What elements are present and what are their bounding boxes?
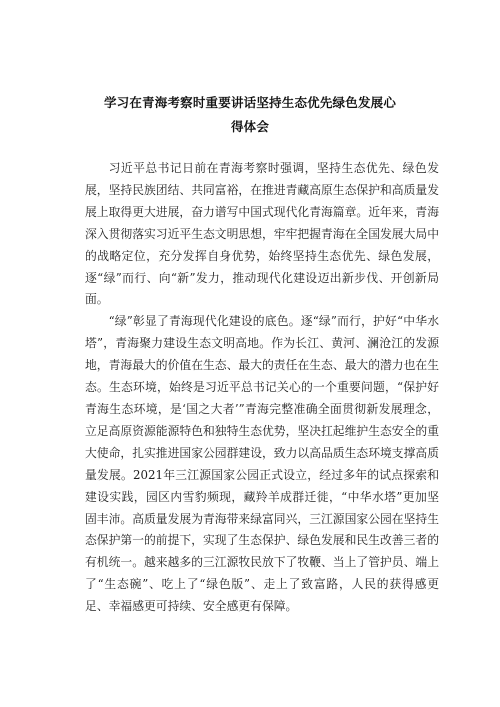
- document-title-line-1: 学习在青海考察时重要讲话坚持生态优先绿色发展心: [103, 95, 397, 110]
- paragraph-1: 习近平总书记日前在青海考察时强调，坚持生态优先、绿色发展，坚持民族团结、共同富裕，在推进青藏高原生态保护和高质量发展上取得更大进展，奋力谱写中国式现代化青海篇章。近年来，青海深入贯彻落实习近平生态文明思想，牢牢把握青海在全国发展大局中的战略定位，充分发挥自身优势，始终坚持生态优先、绿色发展，逐“绿”而行、向“新”发力，推动现代化建设迈出新步伐、开创新局面。: [85, 161, 439, 307]
- document-title-line-2: 得体会: [230, 119, 270, 134]
- paragraph-2: “绿”彰显了青海现代化建设的底色。逐“绿”而行，护好“中华水塔”，青海聚力建设生态文明高地。作为长江、黄河、澜沧江的发源地，青海最大的价值在生态、最大的责任在生态、最大的潜力也在生态。生态环境，始终是习近平总书记关心的一个重要问题，“保护好青海生态环境，是‘国之大者’”青海完整准确全面贯彻新发展理念，立足高原资源能源特色和独特生态优势，坚决扛起维护生态安全的重大使命，扎实推进国家公园群建设，致力以高品质生态环境支撑高质量发展。2021年三江源国家公园正式设立，经过多年的试点探索和建设实践，园区内雪豹频现，藏羚羊成群迁徙，“中华水塔”更加坚固丰沛。高质量发展为青海带来绿富同兴，三江源国家公园在坚持生态保护第一的前提下，实现了生态保护、绿色发展和民生改善三者的有机统一。越来越多的三江源牧民放下了牧鞭、当上了管护员、端上了“生态碗”、吃上了“绿色版”、走上了致富路，人民的获得感更足、幸福感更可持续、安全感更有保障。: [85, 314, 439, 614]
- document-body: [85, 158, 439, 618]
